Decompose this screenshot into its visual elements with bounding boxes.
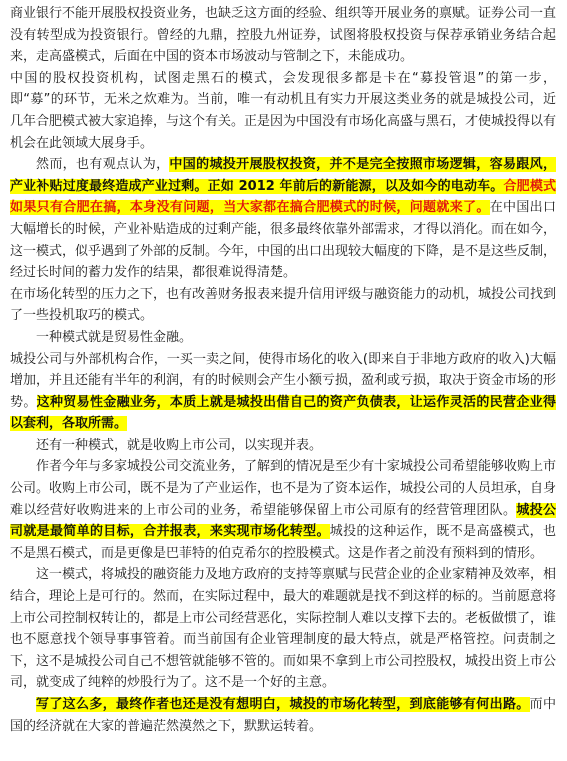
paragraph bbox=[10, 3, 556, 68]
highlighted-text: 城投公司就是最简单的目标，合并报表，来实现市场化转型。 bbox=[10, 502, 556, 540]
body-text: 一种模式就是贸易性金融。 bbox=[36, 329, 193, 345]
highlighted-red-text: 合肥模式如果只有合肥在搞，本身没有问题，当大家都在搞合肥模式的时候，问题就来了。 bbox=[10, 178, 556, 216]
body-text: 城投公司与外部机构合作，一买一卖之间，使得市场化的收入(即来自于非地方政府的收入)大幅增加，并且还能有半年的利润，有的时候则会产生小额亏损，盈利或亏损，取决于资金市场的形势。 bbox=[10, 351, 557, 410]
body-text: 城投的这种运作，既不是高盛模式，也不是黑石模式，而是更像是巴菲特的伯克希尔的控股模式。这是作者之前没有预料到的情形。 bbox=[10, 524, 556, 561]
body-text: 在中国出口大幅增长的时候，产业补贴造成的过剩产能，很多最终依靠外部需求，才得以消化。而在如今，这一模式，似乎遇到了外部的反制。今年，中国的出口出现较大幅度的下降，是不是这些反制，经过长时间的蓄力发作的结果，都很难说得清楚。 bbox=[10, 200, 557, 281]
paragraph bbox=[10, 327, 556, 349]
body-text: 作者今年与多家城投公司交流业务，了解到的情况是至少有十家城投公司希望能够收购上市公司。收购上市公司，既不是为了产业运作，也不是为了资本运作，城投公司的人员坦承，自身难以经营好收购进来的上市公司的业务，希望能够保留上市公司原有的经营管理团队。 bbox=[10, 459, 557, 518]
paragraph bbox=[10, 349, 556, 435]
paragraph bbox=[10, 68, 556, 154]
body-text: 还有一种模式，就是收购上市公司，以实现并表。 bbox=[36, 437, 323, 453]
body-text: 商业银行不能开展股权投资业务，也缺乏这方面的经验、组织等开展业务的禀赋。证券公司一直没有转型成为投资银行。曾经的九鼎，控股九州证券，试图将股权投资与保荐承销业务结合起来，走高盛模式，后面在中国的资本市场波动与管制之下，未能成功。 bbox=[10, 6, 557, 65]
body-text: 这一模式，将城投的融资能力及地方政府的支持等禀赋与民营企业的企业家精神及效率，相结合，理论上是可行的。然而，在实际过程中，最大的难题就是找不到这样的标的。当前愿意将上市公司控制权转让的，都是上市公司经营恶化，实际控制人难以支撑下去的。老板做惯了，谁也不愿意找个领导事事管着。而当前国有企业管理制度的最大特点，就是严格管控。问责制之下，这不是城投公司自己不想管就能够不管的。而如果不拿到上市公司控股权，城投出资上市公司，就变成了纯粹的炒股行为了。这不是一个好的主意。 bbox=[10, 567, 557, 691]
article-body bbox=[10, 3, 556, 737]
paragraph bbox=[10, 694, 556, 737]
paragraph bbox=[10, 564, 556, 694]
body-text: 而中国的经济就在大家的普遍茫然漠然之下，默默运转着。 bbox=[10, 697, 556, 734]
body-text: 在市场化转型的压力之下，也有改善财务报表来提升信用评级与融资能力的动机，城投公司找到了一些投机取巧的模式。 bbox=[10, 286, 557, 324]
body-text: 中国的股权投资机构，试图走黑石的模式，会发现很多都是卡在“募投管退”的第一步，即“募”的环节，无米之炊难为。当前，唯一有动机且有实力开展这类业务的就是城投公司，近几年合肥模式被大家追捧，与这个有关。正是因为中国没有市场化高盛与黑石，才使城投得以有机会在此领域大展身手。 bbox=[10, 70, 557, 151]
highlighted-text: 这种贸易性金融业务，本质上就是城投出借自己的资产负债表，让运作灵活的民营企业得以套利，各取所需。 bbox=[10, 394, 556, 432]
highlighted-text: 中国的城投开展股权投资，并不是完全按照市场逻辑，容易跟风，产业补贴过度最终造成产业过剩。正如 2012 年前后的新能源，以及如今的电动车。 bbox=[10, 157, 556, 194]
paragraph bbox=[10, 284, 556, 327]
body-text: 然而，也有观点认为， bbox=[36, 157, 170, 173]
paragraph bbox=[10, 456, 556, 564]
paragraph bbox=[10, 435, 556, 457]
highlighted-text: 写了这么多，最终作者也还是没有想明白，城投的市场化转型，到底能够有何出路。 bbox=[36, 697, 530, 712]
paragraph bbox=[10, 154, 556, 284]
